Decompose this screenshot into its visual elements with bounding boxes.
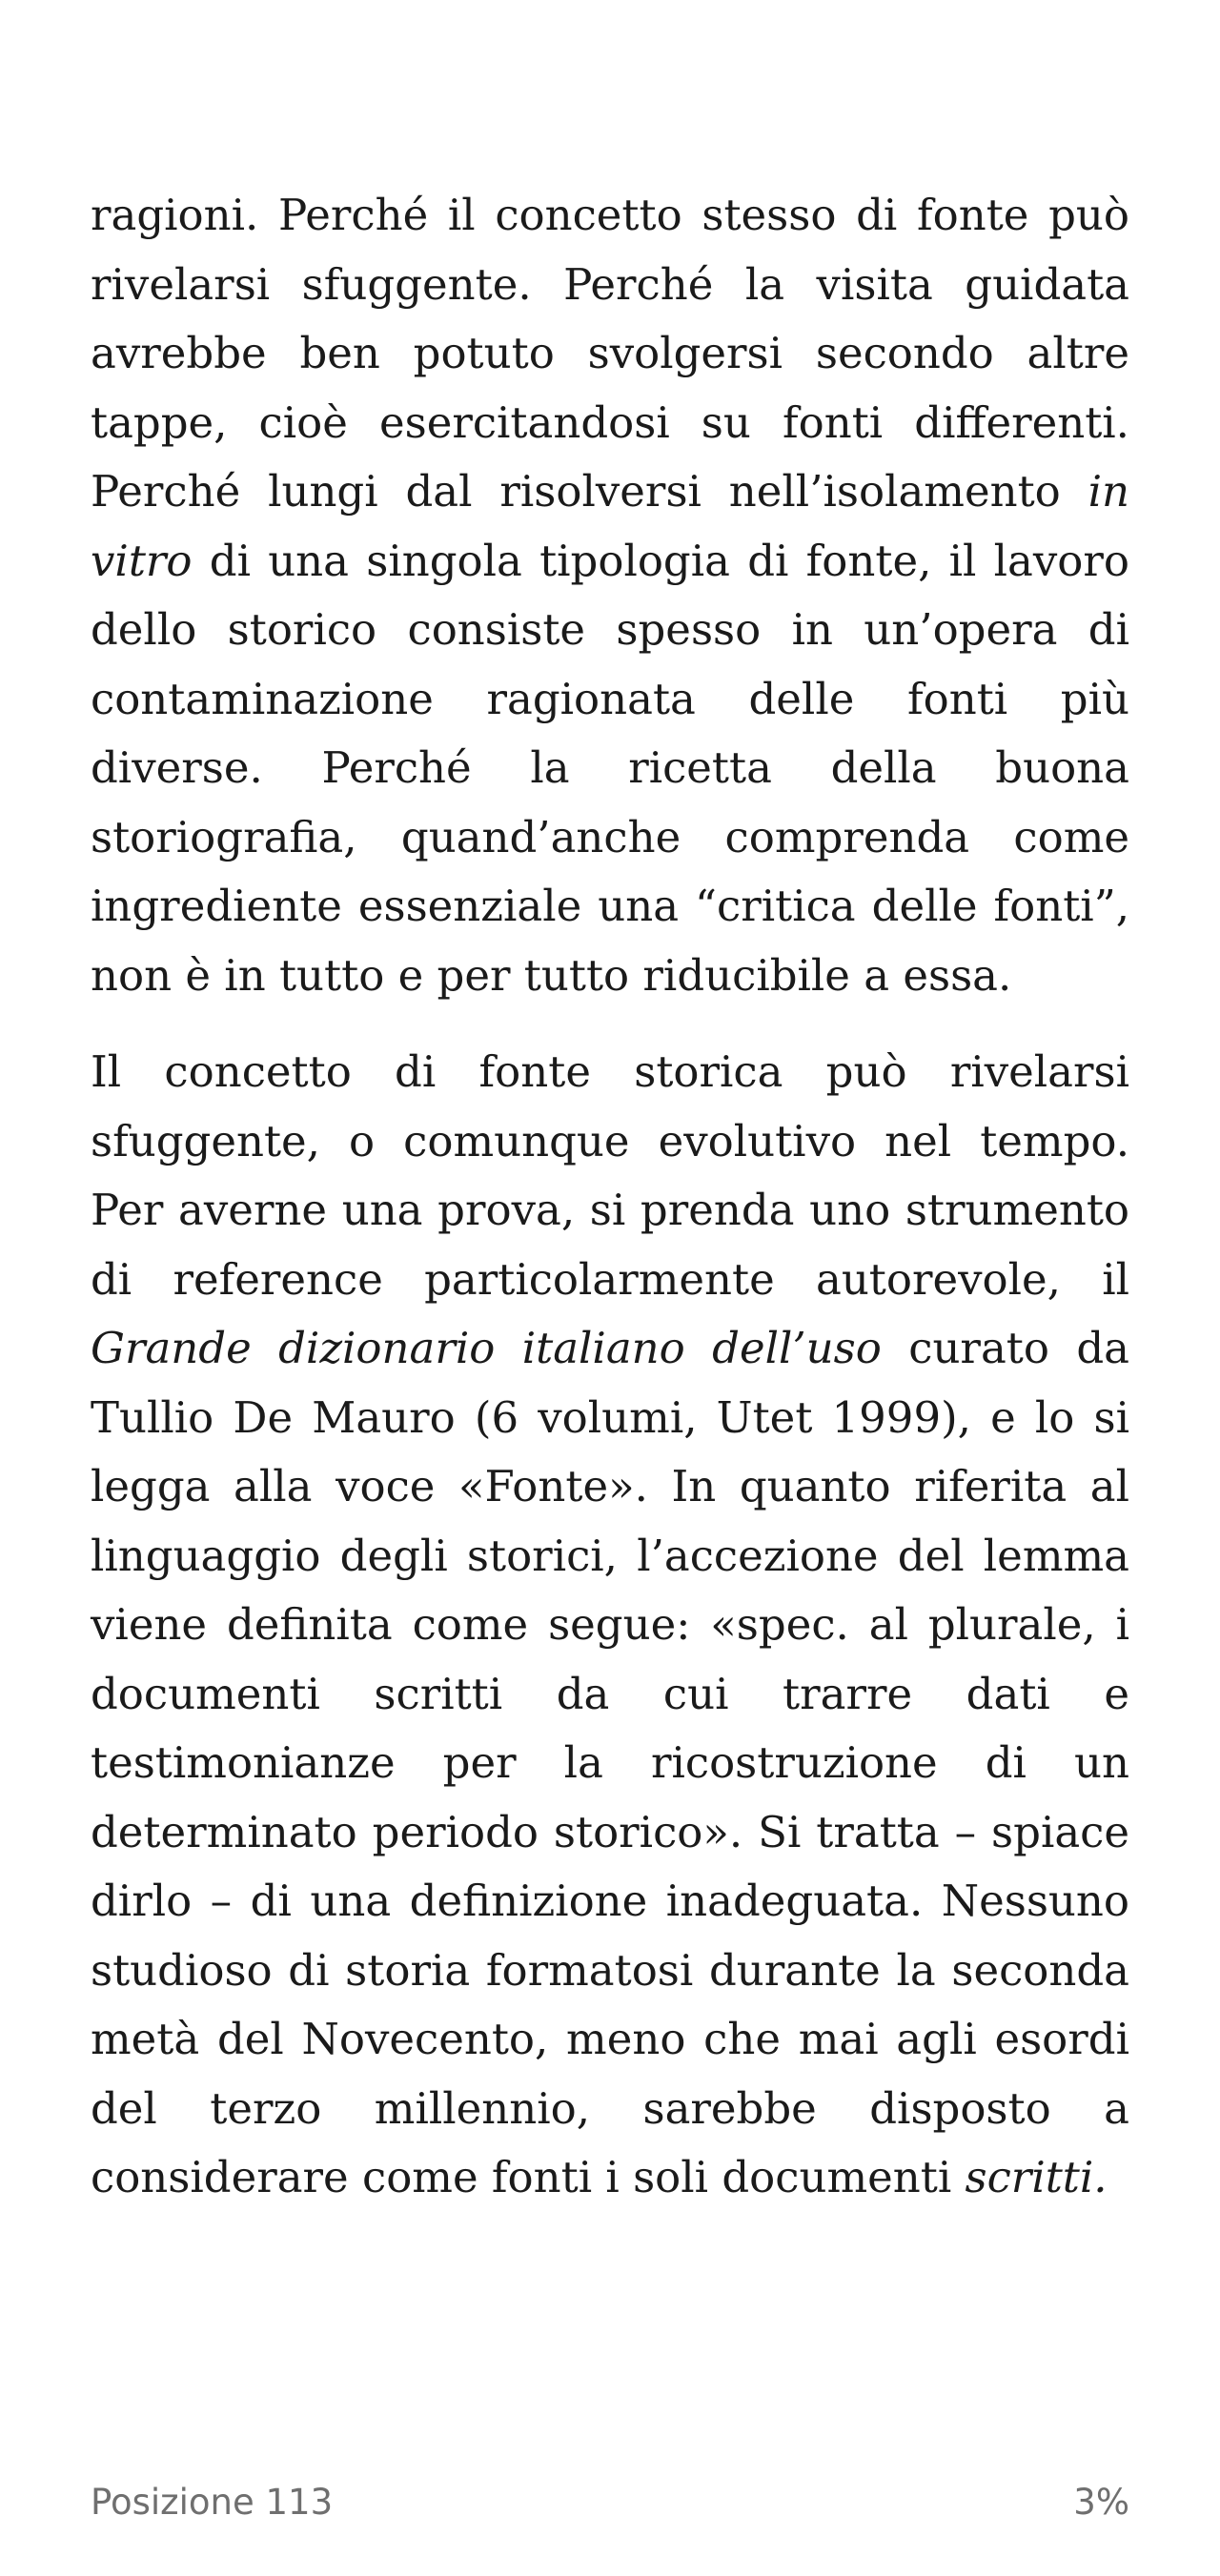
italic-text-segment: in vitro bbox=[91, 466, 1129, 586]
text-segment: Il concetto di fonte storica può rivelarsi sfuggente, o comunque evolutivo nel tempo. Per averne una prova, si prenda uno strumento di reference particolarmente autorevole, il bbox=[91, 1046, 1129, 1305]
text-segment: ragioni. Perché il concetto stesso di fonte può rivelarsi sfuggente. Perché la visita guidata avrebbe ben potuto svolgersi secondo altre tappe, cioè esercitandosi su fonti differenti. Perché lungi dal risolversi nell’isolamento bbox=[91, 190, 1129, 517]
paragraph bbox=[91, 181, 1129, 1010]
italic-text-segment: scritti. bbox=[965, 2152, 1108, 2202]
paragraph bbox=[91, 1038, 1129, 2213]
reading-page bbox=[91, 181, 1129, 2213]
italic-text-segment: Grande dizionario italiano dell’uso bbox=[91, 1323, 882, 1373]
text-segment: curato da Tullio De Mauro (6 volumi, Utet 1999), e lo si legga alla voce «Fonte». In quanto riferita al linguaggio degli storici, l’accezione del lemma viene definita come segue: «spec. al plurale, i documenti scritti da cui trarre dati e testimonianze per la ricostruzione di un determinato periodo storico». Si tratta – spiace dirlo – di una definizione inadeguata. Nessuno studioso di storia formatosi durante la seconda metà del Novecento, meno che mai agli esordi del terzo millennio, sarebbe disposto a considerare come fonti i soli documenti bbox=[91, 1323, 1129, 2202]
location-indicator[interactable]: Posizione 113 bbox=[91, 2482, 334, 2523]
text-segment: di una singola tipologia di fonte, il lavoro dello storico consiste spesso in un’opera di contaminazione ragionata delle fonti più diverse. Perché la ricetta della buona storiografia, quand’anche comprenda come ingrediente essenziale una “critica delle fonti”, non è in tutto e per tutto riducibile a essa. bbox=[91, 535, 1129, 1001]
reading-footer bbox=[91, 2478, 1129, 2527]
progress-percentage[interactable]: 3% bbox=[1073, 2482, 1129, 2523]
